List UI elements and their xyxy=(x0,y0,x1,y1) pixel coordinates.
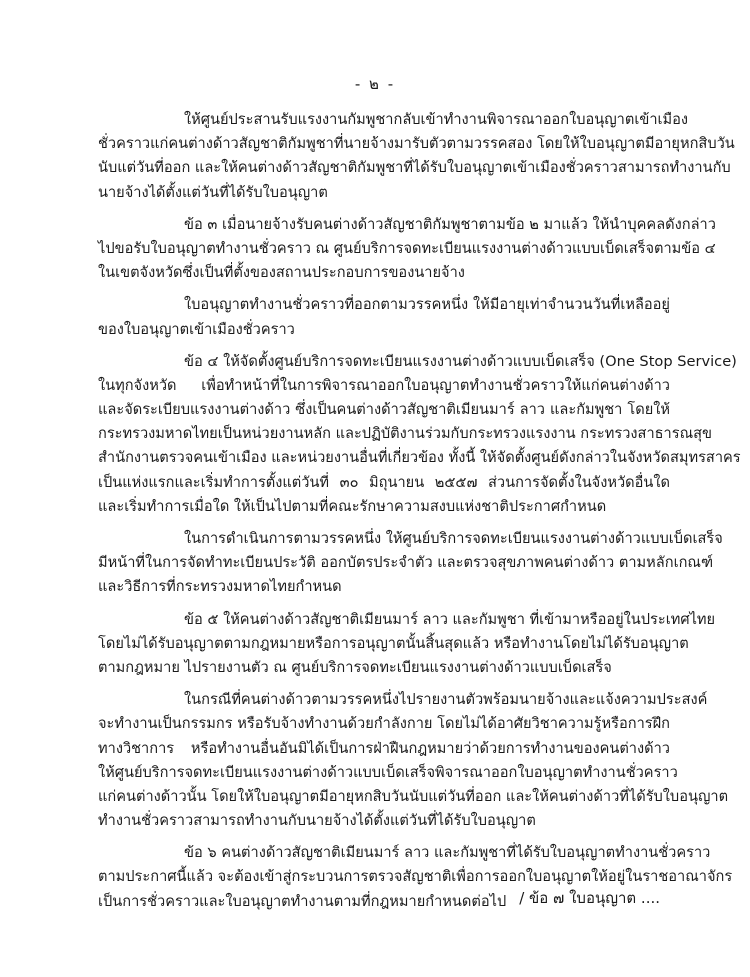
text-line: ข้อ ๓ เมื่อนายจ้างรับคนต่างด้าวสัญชาติกัมพูชาตามข้อ ๒ มาแล้ว ให้นำบุคคลดังกล่าว xyxy=(184,215,716,233)
paragraph-article-5 xyxy=(98,608,716,681)
paragraph-article-3 xyxy=(98,213,716,286)
page-number: - ๒ - xyxy=(354,75,396,93)
text-line: ในการดำเนินการตามวรรคหนึ่ง ให้ศูนย์บริการจดทะเบียนแรงงานต่างด้าวแบบเบ็ดเสร็จ xyxy=(184,530,723,547)
text-line: ข้อ ๔ ให้จัดตั้งศูนย์บริการจดทะเบียนแรงงานต่างด้าวแบบเบ็ดเสร็จ (One Stop Service) xyxy=(184,352,737,370)
text-line: ทำงานชั่วคราวสามารถทำงานกับนายจ้างได้ตั้งแต่วันที่ได้รับใบอนุญาต xyxy=(98,812,536,830)
text-line: ในกรณีที่คนต่างด้าวตามวรรคหนึ่งไปรายงานตัวพร้อมนายจ้างและแจ้งความประสงค์ xyxy=(184,691,708,709)
paragraph xyxy=(98,293,670,341)
paragraph xyxy=(98,688,729,833)
paragraph xyxy=(98,108,735,205)
text-line: ทางวิชาการ หรือทำงานอื่นอันมิได้เป็นการฝ่าฝืนกฎหมายว่าด้วยการทำงานของคนต่างด้าว xyxy=(98,739,670,757)
document-body xyxy=(98,108,741,914)
text-line: ข้อ ๕ ให้คนต่างด้าวสัญชาติเมียนมาร์ ลาว และกัมพูชา ที่เข้ามาหรืออยู่ในประเทศไทย xyxy=(184,610,716,628)
text-line: โดยไม่ได้รับอนุญาตตามกฎหมายหรือการอนุญาตนั้นสิ้นสุดแล้ว หรือทำงานโดยไม่ได้รับอนุญาต xyxy=(98,634,689,652)
text-line: ตามประกาศนี้แล้ว จะต้องเข้าสู่กระบวนการตรวจสัญชาติเพื่อการออกใบอนุญาตให้อยู่ในราชอาณาจักร xyxy=(98,868,733,886)
text-line: ในทุกจังหวัด เพื่อทำหน้าที่ในการพิจารณาออกใบอนุญาตทำงานชั่วคราวให้แก่คนต่างด้าว xyxy=(98,376,670,394)
text-line: แก่คนต่างด้าวนั้น โดยให้ใบอนุญาตมีอายุหกสิบวันนับแต่วันที่ออก และให้คนต่างด้าวที่ได้รับใบอนุญาต xyxy=(98,787,729,805)
text-line: และวิธีการที่กระทรวงมหาดไทยกำหนด xyxy=(98,578,342,596)
text-line: กระทรวงมหาดไทยเป็นหน่วยงานหลัก และปฏิบัติงานร่วมกับกระทรวงแรงงาน กระทรวงสาธารณสุข xyxy=(98,425,713,443)
text-line: จะทำงานเป็นกรรมกร หรือรับจ้างทำงานด้วยกำลังกาย โดยไม่ได้อาศัยวิชาความรู้หรือการฝึก xyxy=(98,715,670,733)
text-line: มีหน้าที่ในการจัดทำทะเบียนประวัติ ออกบัตรประจำตัว และตรวจสุขภาพคนต่างด้าว ตามหลักเกณฑ์ xyxy=(98,554,714,572)
text-line: ข้อ ๖ คนต่างด้าวสัญชาติเมียนมาร์ ลาว และกัมพูชาที่ได้รับใบอนุญาตทำงานชั่วคราว xyxy=(184,844,711,862)
paragraph-article-4 xyxy=(98,350,741,519)
text-line: ให้ศูนย์ประสานรับแรงงานกัมพูชากลับเข้าทำงานพิจารณาออกใบอนุญาตเข้าเมือง xyxy=(184,111,689,128)
text-line: เป็นการชั่วคราวและใบอนุญาตทำงานตามที่กฎหมายกำหนดต่อไป xyxy=(98,892,507,910)
continuation-reference: / ข้อ ๗ ใบอนุญาต .... xyxy=(519,889,660,907)
text-line: ใบอนุญาตทำงานชั่วคราวที่ออกตามวรรคหนึ่ง ให้มีอายุเท่าจำนวนวันที่เหลืออยู่ xyxy=(184,296,670,314)
text-line: ในเขตจังหวัดซึ่งเป็นที่ตั้งของสถานประกอบการของนายจ้าง xyxy=(98,264,465,282)
text-line: นายจ้างได้ตั้งแต่วันที่ได้รับใบอนุญาต xyxy=(98,183,328,201)
text-line: เป็นแห่งแรกและเริ่มทำการตั้งแต่วันที่ ๓๐ มิถุนายน ๒๕๕๗ ส่วนการจัดตั้งในจังหวัดอื่นใด xyxy=(98,473,670,491)
text-line: นับแต่วันที่ออก และให้คนต่างด้าวสัญชาติกัมพูชาที่ได้รับใบอนุญาตเข้าเมืองชั่วคราวสามารถทำงานกับ xyxy=(98,159,731,177)
text-line: และจัดระเบียบแรงงานต่างด้าว ซึ่งเป็นคนต่างด้าวสัญชาติเมียนมาร์ ลาว และกัมพูชา โดยให้ xyxy=(98,401,670,419)
paragraph xyxy=(98,527,723,600)
text-line: ชั่วคราวแก่คนต่างด้าวสัญชาติกัมพูชาที่นายจ้างมารับตัวตามวรรคสอง โดยให้ใบอนุญาตมีอายุหกสิบวัน xyxy=(98,135,735,153)
text-line: ไปขอรับใบอนุญาตทำงานชั่วคราว ณ ศูนย์บริการจดทะเบียนแรงงานต่างด้าวแบบเบ็ดเสร็จตามข้อ ๔ xyxy=(98,239,716,257)
text-line: ให้ศูนย์บริการจดทะเบียนแรงงานต่างด้าวแบบเบ็ดเสร็จพิจารณาออกใบอนุญาตทำงานชั่วคราว xyxy=(98,763,678,781)
text-line: ตามกฎหมาย ไปรายงานตัว ณ ศูนย์บริการจดทะเบียนแรงงานต่างด้าวแบบเบ็ดเสร็จ xyxy=(98,658,612,676)
text-line: สำนักงานตรวจคนเข้าเมือง และหน่วยงานอื่นที่เกี่ยวข้อง ทั้งนี้ ให้จัดตั้งศูนย์ดังกล่าวในจังหวัดสมุทรสาคร xyxy=(98,449,741,467)
text-line: ของใบอนุญาตเข้าเมืองชั่วคราว xyxy=(98,320,295,338)
text-line: และเริ่มทำการเมื่อใด ให้เป็นไปตามที่คณะรักษาความสงบแห่งชาติประกาศกำหนด xyxy=(98,497,607,515)
